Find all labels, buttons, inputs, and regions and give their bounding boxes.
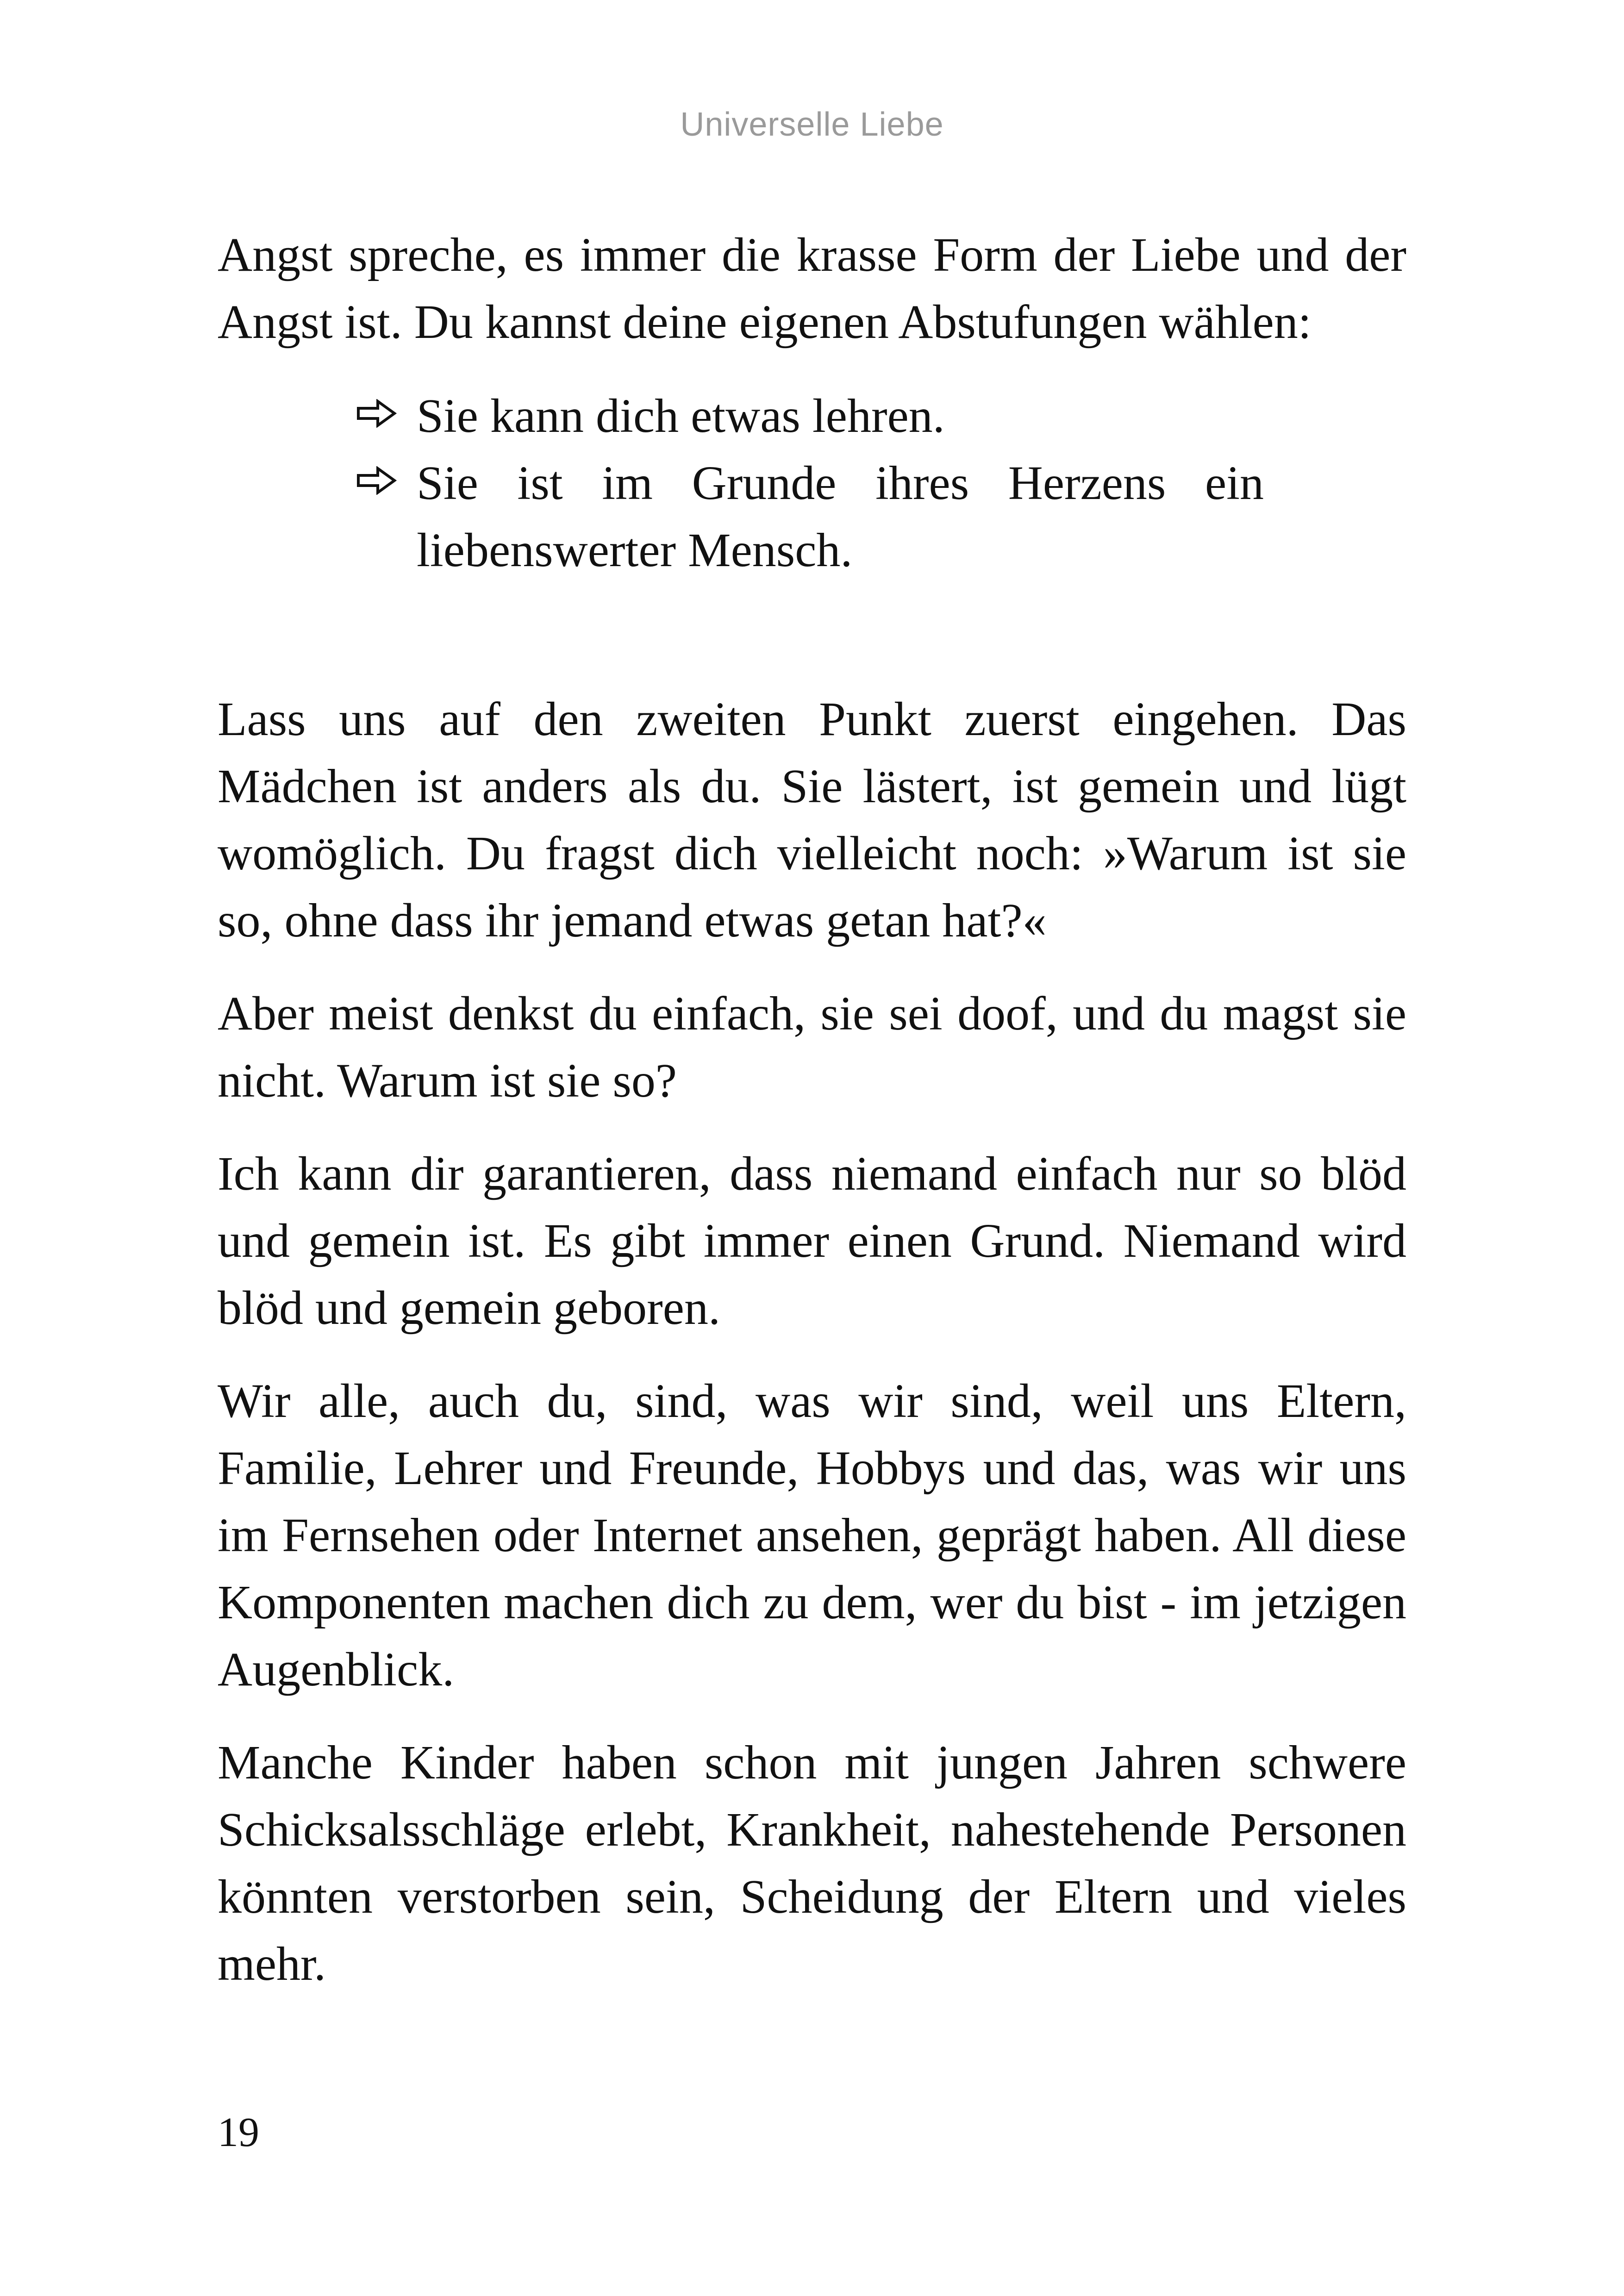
arrow-right-outline-icon — [356, 449, 407, 517]
paragraph: Lass uns auf den zweiten Punkt zuerst eingehen. Das Mädchen ist anders als du. Sie lästert, ist gemein und lügt womöglich. Du fragst dich vielleicht noch: »Warum ist sie so, ohne dass ihr jemand etwas getan hat?« — [218, 693, 1406, 947]
intro-paragraph: Angst spreche, es immer die krasse Form der Liebe und der Angst ist. Du kannst deine eigenen Abstufungen wählen: — [218, 228, 1406, 349]
paragraph: Aber meist denkst du einfach, sie sei doof, und du magst sie nicht. Warum ist sie so? — [218, 987, 1406, 1107]
bullet-text: Sie ist im Grunde ihres Herzens ein liebenswerter Mensch. — [417, 456, 1264, 577]
paragraph: Wir alle, auch du, sind, was wir sind, weil uns Eltern, Familie, Lehrer und Freunde, Hobbys und das, was wir uns im Fernsehen oder Internet ansehen, geprägt haben. All diese Komponenten machen dich zu dem, wer du bist - im jetzigen Augenblick. — [218, 1374, 1406, 1696]
body-text — [218, 221, 1406, 2023]
bullet-item — [356, 449, 1264, 584]
bullet-item — [356, 382, 1264, 449]
paragraph: Manche Kinder haben schon mit jungen Jahren schwere Schicksalsschläge erlebt, Krankheit, nahestehende Personen könnten verstorben sein, Scheidung der Eltern und vieles mehr. — [218, 1736, 1406, 1990]
arrow-right-outline-icon — [356, 382, 407, 449]
page-number: 19 — [218, 2109, 259, 2155]
running-head: Universelle Liebe — [680, 106, 944, 143]
bullet-list — [218, 382, 1264, 584]
paragraph: Ich kann dir garantieren, dass niemand einfach nur so blöd und gemein ist. Es gibt immer einen Grund. Niemand wird blöd und gemein geboren. — [218, 1147, 1406, 1335]
bullet-text: Sie kann dich etwas lehren. — [417, 389, 945, 443]
section-spacer — [218, 584, 1406, 686]
